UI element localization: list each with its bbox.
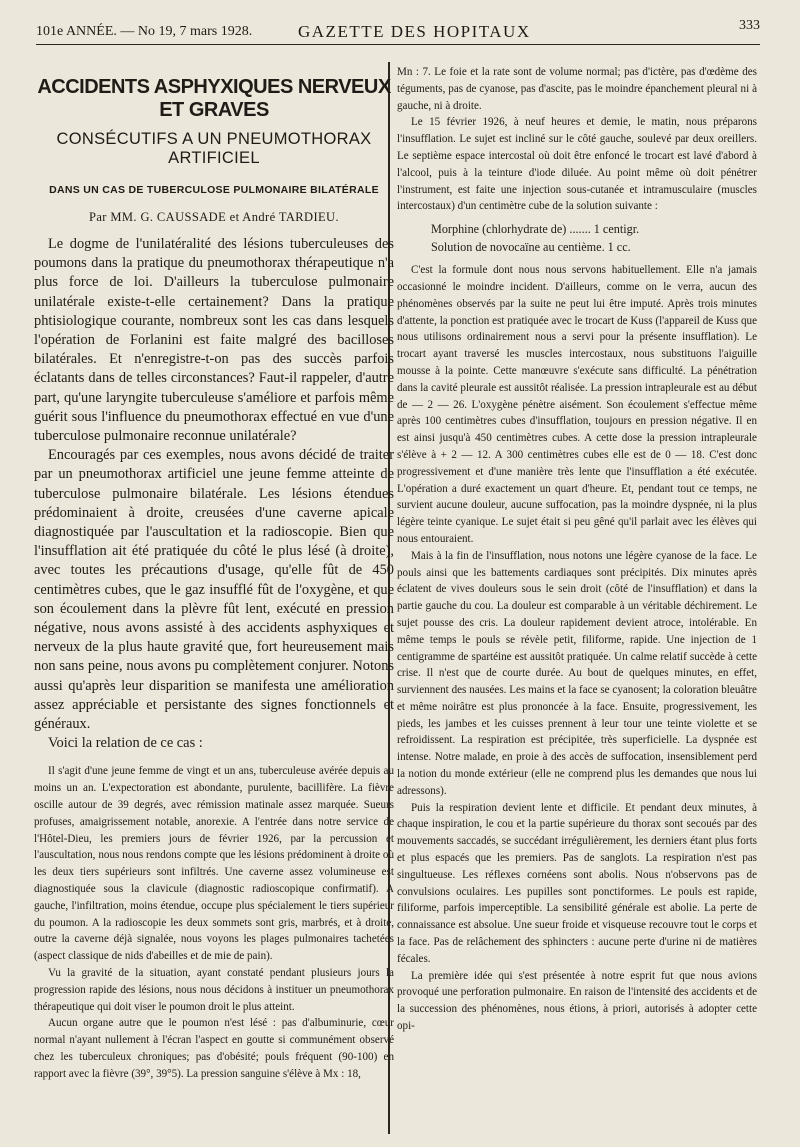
right-column bbox=[397, 64, 757, 1142]
journal-name: GAZETTE DES HOPITAUX bbox=[298, 22, 531, 41]
case-paragraph: Aucun organe autre que le poumon n'est lésé : pas d'albuminurie, cœur normal n'ayant nullement à l'écran l'aspect en goutte si communément observé chez les tuberculeux chroniques; pas d'obésité; pouls fréquent (90-100) en rapport avec la fièvre (39°, 39°5). La pression sanguine s'élève à Mx : 18, bbox=[34, 1017, 394, 1080]
case-paragraph: C'est la formule dont nous nous servons habituellement. Elle n'a jamais occasionné le moindre incident. D'ailleurs, comme on le verra, aucun des phénomènes observés par la suite ne peut lui être imputé. Après trois minutes d'attente, la ponction est pratiquée avec le trocart de Kuss (l'appareil de Kuss que nous utilisons ordinairement nous a servi pour la présente insufflation). Le trocart ayant traversé les muscles intercostaux, nous substituons l'aiguille mousse à la pointe. Cette manœuvre s'exécute sans difficulté. La pénétration dans la cavité pleurale est aussitôt réalisée. La pression intrapleurale est au début de — 2 — 26. L'oxygène pénètre aisément. Son écoulement s'effectue même après 100 centimètres cubes d'insufflation, toujours en pression négative. Il en est ainsi jusqu'à 450 centimètres cubes. A cette dose la pression intrapleurale s'élève à + 2 — 12. A 300 centimètres cubes elle est de 0 — 18. C'est donc progressivement et d'une manière très lente que l'insufflation a été exécutée. L'opération a duré exactement un quart d'heure. Et, pendant tout ce temps, ne survient aucune douleur, aucune suffocation, pas la moindre dyspnée, ni la plus légère teinte cyanique. Le sujet était si peu gêné qu'il parlait avec les élèves qui nous entouraient. bbox=[397, 264, 757, 545]
page-header bbox=[36, 14, 760, 45]
formula-line: Morphine (chlorhydrate de) ....... 1 centigr. bbox=[431, 222, 640, 237]
intro-paragraph: Le dogme de l'unilatéralité des lésions tuberculeuses des poumons dans la pratique du pneumothorax thérapeutique n'a plus force de loi. D'ailleurs la tuberculose pulmonaire unilatérale existe-t-elle certainement? Dans la pratique phtisiologique courante, nombreux sont les cas dans lesquels l'opération de Forlanini est faite malgré des bacilloses bilatérales. Et n'enregistre-t-on pas des succès parfois éclatants dans de telles circonstances? Faut-il rappeler, d'autre part, qu'une laryngite tuberculeuse s'améliore et parfois même guérit sous l'influence du pneumothorax effectué en vue d'une tuberculose pulmonaire reconnue unilatérale? bbox=[34, 236, 394, 445]
case-paragraph: Le 15 février 1926, à neuf heures et demie, le matin, nous préparons l'insufflation. Le sujet est incliné sur le côté gauche, soulevé par deux oreillers. Le septième espace intercostal où doit être enfoncé le trocart est lavé d'abord à l'alcool, puis à la teinture d'iode diluée. Au point même où doit pénétrer l'instrument, est faite une injection sous-cutanée et intramusculaire (muscles intercostaux) d'un centimètre cube de la solution suivante : bbox=[397, 116, 757, 213]
case-paragraph: Puis la respiration devient lente et difficile. Et pendant deux minutes, à chaque inspiration, le cou et la partie supérieure du thorax sont secoués par des mouvements saccadés, se succédant irrégulièrement, les derniers étant plus forts et plus espacés que les premiers. Pas de sanglots. La respiration n'est pas singultueuse. Les réflexes cornéens sont abolis. Nous n'observons pas de convulsions oculaires. Les pupilles sont ponctiformes. Le pouls est rapide, filiforme, parfois imperceptible. La sensibilité générale est abolie. La perte de connaissance est absolue. Une sueur froide et visqueuse recouvre tout le corps et la face. Pas de relâchement des sphincters : aucune perte d'urine ni de matières fécales. bbox=[397, 801, 757, 965]
case-paragraph: La première idée qui s'est présentée à notre esprit fut que nous avions provoqué une perforation pulmonaire. En raison de l'intensité des accidents et de la succession des phénomènes, nous étions, à priori, autorisés à adopter cette opi- bbox=[397, 969, 757, 1033]
body-paragraph: Voici la relation de ce cas : bbox=[48, 735, 203, 752]
page-number: 333 bbox=[739, 18, 760, 33]
issue-info: 101e ANNÉE. — No 19, 7 mars 1928. bbox=[36, 24, 253, 39]
case-paragraph: Mais à la fin de l'insufflation, nous notons une légère cyanose de la face. Le pouls ainsi que les battements cardiaques sont précipités. Dix minutes après éclatent de vives douleurs sous le sein droit (côté de l'insufflation) et dans la partie gauche du cou. La douleur est comparable à un véritable déchirement. Le sujet pousse des cris. La douleur rapidement devient atroce, intolérable. En même temps le pouls se révèle petit, filiforme, rapide. Une injection de 1 centigramme de spartéine est aussitôt pratiquée. Un calme relatif succède à cette crise. Il n'est que de courte durée. Au bout de quelques minutes, en effet, surviennent des nausées. Les mains et la face se cyanosent; la coloration bleuâtre et même noirâtre est plus prononcée à la face. Ensuite, progressivement, les pieds, les jambes et les cuisses prennent à leur tour une teinte violette et se refroidissent. La respiration est précipitée, très superficielle. La dyspnée est intense. Notre malade, en proie à des accès de suffocation, insensiblement perd la notion du monde extérieur (elle ne comprend plus les demandes que nous lui adressons). bbox=[397, 549, 757, 797]
case-paragraph: Mn : 7. Le foie et la rate sont de volume normal; pas d'ictère, pas d'œdème des téguments, pas de cyanose, pas d'ascite, pas le moindre épanchement pleural ni à gauche, ni à droite. bbox=[397, 66, 757, 112]
article-title: ACCIDENTS ASPHYXIQUES NERVEUX ET GRAVES bbox=[37, 76, 391, 121]
case-paragraph: Il s'agit d'une jeune femme de vingt et un ans, tuberculeuse avérée depuis au moins un an. L'expectoration est abondante, purulente, bacillifère. La fièvre oscille autour de 39 degrés, avec rémission matinale assez marquée. Sueurs profuses, amaigrissement notable, anorexie. A l'entrée dans notre service de l'Hôtel-Dieu, les premiers jours de février 1926, par la percussion et l'auscultation, nous nous rendons compte que les lésions prédominent à droite où les deux tiers supérieurs sont infiltrés. Une caverne assez volumineuse est diagnostiquée sous la clavicule (diagnostic radioscopique confirmatif). A gauche, l'infiltration, moins étendue, occupe plus spécialement le tiers supérieur du poumon. A la radioscopie les deux sommets sont gris, marbrés, et à droite, outre la caverne déjà signalée, nous voyons les plages pulmonaires tachetées (aspect classique de nids d'abeilles et de mie de pain). bbox=[34, 765, 394, 963]
article-subtitle-2: DANS UN CAS DE TUBERCULOSE PULMONAIRE BILATÉRALE bbox=[49, 184, 379, 196]
formula bbox=[431, 221, 757, 256]
body-paragraph: Encouragés par ces exemples, nous avons décidé de traiter par un pneumothorax artificiel une jeune femme atteinte de tuberculose pulmonaire bilatérale. Les lésions étendues prédominaient à droite, creusées d'une caverne apicale diagnostiquée par l'auscultation et la radioscopie. Bien que l'insufflation ait été pratiquée du côté le plus lésé (à droite), avec toutes les précautions d'usage, qu'elle fût de 450 centimètres cubes, que le gaz insufflé fût de l'oxygène, et que son écoulement dans la plèvre fût lent, exécuté en pression négative, nous avons assisté à des accidents asphyxiques et nerveux de la plus haute gravité que, fort heureusement mais non sans peine, nous avons pu complètement conjurer. Notons aussi qu'après leur disparition se manifesta une amélioration assez appréciable et persistante des signes fonctionnels et généraux. bbox=[34, 447, 394, 733]
article-subtitle: CONSÉCUTIFS A UN PNEUMOTHORAX ARTIFICIEL bbox=[56, 130, 372, 167]
formula-line: Solution de novocaïne au centième. 1 cc. bbox=[431, 239, 631, 254]
article-authors: Par MM. G. CAUSSADE et André TARDIEU. bbox=[88, 210, 340, 224]
case-paragraph: Vu la gravité de la situation, ayant constaté pendant plusieurs jours la progression rapide des lésions, nous nous décidons à instituer un pneumothorax thérapeutique qui doit viser le poumon droit le plus atteint. bbox=[34, 967, 394, 1013]
left-column bbox=[34, 64, 394, 1142]
